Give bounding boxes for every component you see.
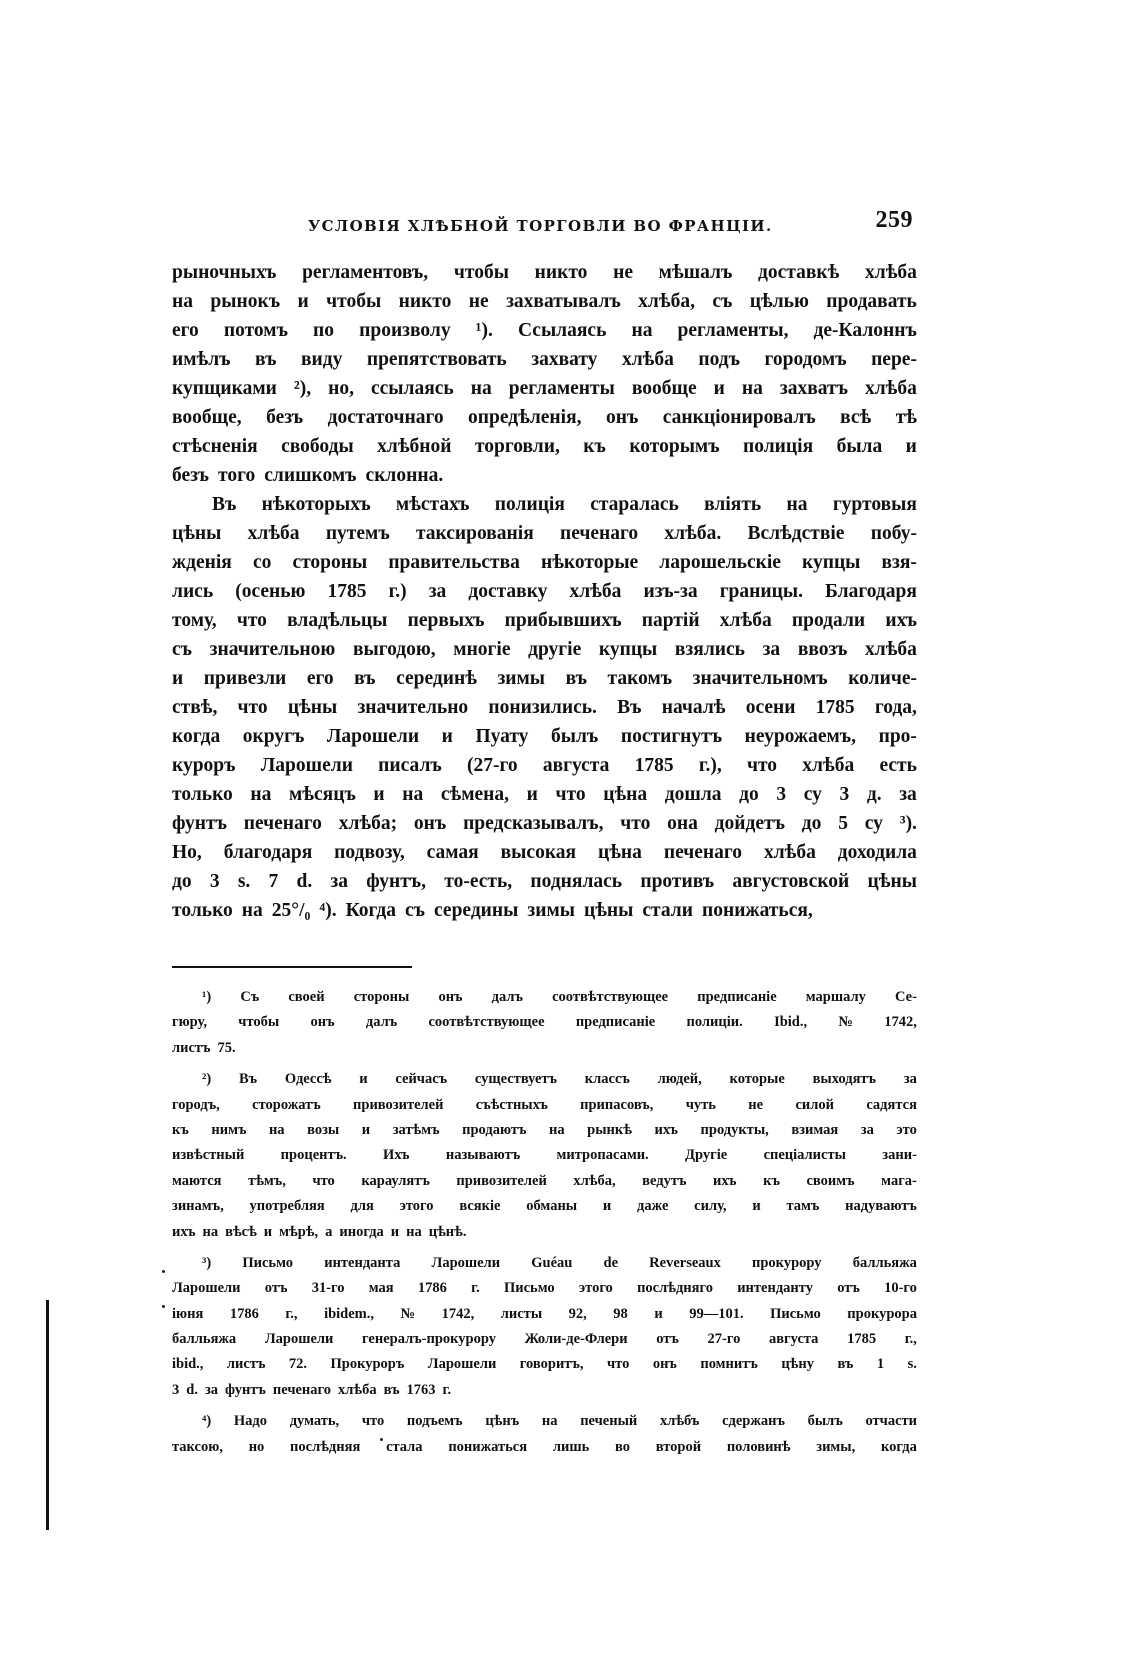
text-line: когда округъ Ларошели и Пуату былъ постигнутъ неурожаемъ, про- bbox=[172, 726, 917, 747]
footnote-line: таксою, но послѣдняя стала понижаться лишь во второй половинѣ зимы, когда bbox=[172, 1438, 917, 1455]
text-line: только на мѣсяцъ и на сѣмена, и что цѣна дошла до 3 су 3 д. за bbox=[172, 784, 917, 805]
footnote-line: ³) Письмо интенданта Ларошели Guéau de Reverseaux прокурору балльяжа bbox=[202, 1254, 917, 1271]
footnote-line: Ларошели отъ 31-го мая 1786 г. Письмо этого послѣдняго интенданту отъ 10-го bbox=[172, 1280, 917, 1297]
footnote-line: зинамъ, употребляя для этого всякіе обманы и даже силу, и тамъ надуваютъ bbox=[172, 1198, 917, 1215]
footnote-line: гюру, чтобы онъ далъ соотвѣтствующее предписаніе полиціи. Ibid., № 1742, bbox=[172, 1014, 917, 1031]
footnote bbox=[172, 1251, 917, 1403]
footnote-separator bbox=[172, 966, 412, 968]
text-line: Но, благодаря подвозу, самая высокая цѣна печенаго хлѣба доходила bbox=[172, 842, 917, 863]
text-line: Въ нѣкоторыхъ мѣстахъ полиція старалась вліять на гуртовыя bbox=[212, 494, 917, 515]
footnote-line: ихъ на вѣсѣ и мѣрѣ, а иногда и на цѣнѣ. bbox=[172, 1223, 467, 1240]
text-line: рыночныхъ регламентовъ, чтобы никто не мѣшалъ доставкѣ хлѣба bbox=[172, 262, 917, 283]
footnote-line: извѣстный процентъ. Ихъ называютъ митропасами. Другіе спеціалисты зани- bbox=[172, 1147, 917, 1164]
text-line: на рынокъ и чтобы никто не захватывалъ хлѣба, съ цѣлью продавать bbox=[172, 291, 917, 312]
text-line: безъ того слишкомъ склонна. bbox=[172, 465, 444, 486]
text-line: его потомъ по произволу ¹). Ссылаясь на регламенты, де-Калоннъ bbox=[172, 320, 917, 341]
text-line: и привезли его въ серединѣ зимы въ такомъ значительномъ количе- bbox=[172, 668, 917, 689]
footnote-line: листъ 75. bbox=[172, 1039, 236, 1056]
footnote-line: ibid., листъ 72. Прокуроръ Ларошели говоритъ, что онъ помнитъ цѣну въ 1 s. bbox=[172, 1356, 917, 1373]
text-line: купщиками ²), но, ссылаясь на регламенты вообще и на захватъ хлѣба bbox=[172, 378, 917, 399]
page-number: 259 bbox=[875, 207, 913, 233]
text-line: куроръ Ларошели писалъ (27-го августа 1785 г.), что хлѣба есть bbox=[172, 755, 917, 776]
footnote-line: іюня 1786 г., ibidem., № 1742, листы 92, 98 и 99—101. Письмо прокурора bbox=[172, 1305, 917, 1322]
scan-margin-mark bbox=[46, 1300, 49, 1530]
main-text bbox=[172, 258, 917, 925]
text-line: жденія со стороны правительства нѣкоторые ларошельскіе купцы взя- bbox=[172, 552, 917, 573]
text-line: съ значительною выгодою, многіе другіе купцы взялись за ввозъ хлѣба bbox=[172, 639, 917, 660]
text-line: цѣны хлѣба путемъ таксированія печенаго хлѣба. Вслѣдствіе побу- bbox=[172, 523, 917, 544]
text-line: стѣсненія свободы хлѣбной торговли, къ которымъ полиція была и bbox=[172, 436, 917, 457]
footnote-line: ¹) Съ своей стороны онъ далъ соотвѣтствующее предписаніе маршалу Се- bbox=[202, 989, 917, 1005]
footnote bbox=[172, 1409, 917, 1460]
footnote-line: балльяжа Ларошели генералъ-прокурору Жоли-де-Флери отъ 27-го августа 1785 г., bbox=[172, 1331, 917, 1348]
text-line: ствѣ, что цѣны значительно понизились. Въ началѣ осени 1785 года, bbox=[172, 697, 917, 718]
text-line: вообще, безъ достаточнаго опредѣленія, онъ санкціонировалъ всѣ тѣ bbox=[172, 407, 917, 428]
text-line: тому, что владѣльцы первыхъ прибывшихъ партій хлѣба продали ихъ bbox=[172, 610, 917, 631]
text-line: имѣлъ въ виду препятствовать захвату хлѣба подъ городомъ пере- bbox=[172, 349, 917, 370]
text-line: фунтъ печенаго хлѣба; онъ предсказывалъ, что она дойдетъ до 5 су ³). bbox=[172, 813, 917, 834]
footnote-line: 3 d. за фунтъ печенаго хлѣба въ 1763 г. bbox=[172, 1381, 452, 1398]
footnote-line: къ нимъ на возы и затѣмъ продаютъ на рынкѣ ихъ продукты, взимая за это bbox=[172, 1121, 917, 1138]
footnotes bbox=[172, 985, 917, 1460]
running-title: УСЛОВІЯ ХЛѢБНОЙ ТОРГОВЛИ ВО ФРАНЦІИ. bbox=[308, 217, 773, 235]
footnote bbox=[172, 985, 917, 1061]
footnote-line: маются тѣмъ, что караулятъ привозителей хлѣба, ведутъ ихъ къ своимъ мага- bbox=[172, 1172, 917, 1189]
footnote-line: ⁴) Надо думать, что подъемъ цѣнъ на печеный хлѣбъ сдержанъ былъ отчасти bbox=[202, 1413, 917, 1430]
footnote bbox=[172, 1067, 917, 1245]
footnote-line: ²) Въ Одессѣ и сейчасъ существуетъ классъ людей, которые выходятъ за bbox=[202, 1071, 917, 1088]
scan-speck bbox=[380, 1438, 383, 1441]
page-header bbox=[300, 203, 915, 239]
footnote-line: городъ, сторожатъ привозителей съѣстныхъ припасовъ, чуть не силой садятся bbox=[172, 1096, 917, 1113]
scan-speck bbox=[162, 1270, 165, 1273]
text-line: только на 25°/₀ ⁴). Когда съ середины зимы цѣны стали понижаться, bbox=[172, 900, 813, 921]
scan-speck bbox=[162, 1305, 165, 1308]
text-line: лись (осенью 1785 г.) за доставку хлѣба изъ-за границы. Благодаря bbox=[172, 581, 917, 602]
text-line: до 3 s. 7 d. за фунтъ, то-есть, поднялась противъ августовской цѣны bbox=[172, 871, 917, 892]
